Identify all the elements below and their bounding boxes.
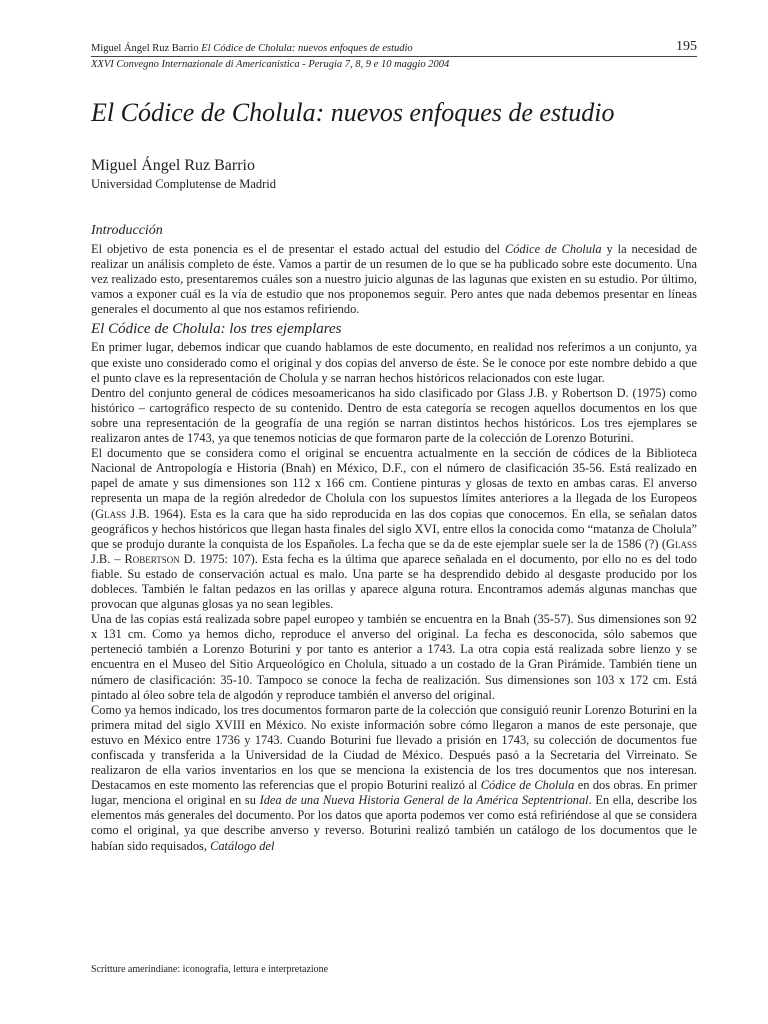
running-header	[91, 39, 697, 71]
codex-name: Códice de Cholula	[504, 242, 602, 256]
header-author: Miguel Ángel Ruz Barrio	[91, 43, 199, 54]
author-ref-robertson: Robertson	[124, 551, 180, 566]
paragraph-3: El documento que se considera como el original se encuentra actualmente en la sección de códices de la Biblioteca Nacional de Antropología e Historia (Bnah) en México, D.F., con el número de clasificación 35-56. Está realizado en papel de amate y sus dimensiones son 112 x 166 cm. Contiene pinturas y glosas de texto en ambas caras. El anverso representa un mapa de la región alrededor de Cholula con los supuestos límites anteriores a la llegada de los Europeos (Glass J.B. 1964). Esta es la cara que ha sido reproducida en las dos copias que conocemos. En ella, se señalan datos geográficos y hechos históricos que llegan hasta finales del siglo XVI, entre ellos la conocida como “matanza de Cholula” que se produjo durante la conquista de los Españoles. La fecha que se da de este ejemplar suele ser la de 1586 (?) (Glass J.B. – Robertson D. 1975: 107). Esta fecha es la última que aparece señalada en el documento, por ello no es del todo fiable. Su estado de conservación actual es malo. Una parte se ha desprendido debido al desgaste producido por los dobleces. También le faltan pedazos en las orillas y aparece alguna rotura. Encontramos además algunas manchas que provocan que algunas glosas ya no sean legibles.	[91, 446, 697, 612]
paragraph-4: Una de las copias está realizada sobre papel europeo y también se encuentra en la Bnah (35-57). Sus dimensiones son 92 x 131 cm. Como ya hemos dicho, reproduce el anverso del original. La fecha es desconocida, sólo sabemos que perteneció también a Lorenzo Boturini y por tanto es anterior a 1743. La otra copia está realizada sobre lienzo y se encuentra en el Museo del Sitio Arqueológico en Cholula, situado a un costado de la Gran Pirámide. También tiene un número de clasificación: 35-10. Tampoco se conoce la fecha de realización. Sus dimensiones son 103 x 172 cm. Está pintado al óleo sobre tela de algodón y reproduce también el anverso del original.	[91, 612, 697, 702]
paper-body	[91, 222, 697, 854]
section-heading-ejemplares: El Códice de Cholula: los tres ejemplares	[91, 321, 342, 338]
idea-title: Idea de una Nueva Historia General de la América Septentrional	[259, 793, 589, 808]
page-number: 195	[676, 39, 697, 54]
author-name: Miguel Ángel Ruz Barrio	[91, 157, 255, 174]
paragraph-intro: El objetivo de esta ponencia es el de presentar el estado actual del estudio del Códice de Cholula y la necesidad de realizar un análisis completo de éste. Vamos a partir de un resumen de lo que se ha publicado sobre este documento. Una vez realizado esto, presentaremos cuáles son a nuestro juicio algunas de las lagunas que existen en su estudio. Por último, vamos a exponer cuál es la vía de estudio que nos proponemos seguir. Pero antes que nada debemos presentar en líneas generales el documento al que nos estamos refiriendo.	[91, 242, 698, 317]
header-conference: XXVI Convegno Internazionale di Americanistica - Perugia 7, 8, 9 e 10 maggio 2004	[91, 59, 450, 70]
header-title: El Códice de Cholula: nuevos enfoques de estudio	[201, 43, 413, 54]
header-line-1	[91, 39, 697, 57]
section-heading-intro: Introducción	[91, 223, 163, 238]
paper-title: El Códice de Cholula: nuevos enfoques de estudio	[91, 98, 615, 127]
author-ref-glass-2: Glass	[666, 536, 697, 551]
author-affiliation: Universidad Complutense de Madrid	[91, 177, 277, 191]
paragraph-1: En primer lugar, debemos indicar que cuando hablamos de este documento, en realidad nos referimos a un conjunto, ya que existe uno considerado como el original y dos copias del anverso de éste. Se le conoce por este nombre debido a que el punto clave es la representación de Cholula y se narran hechos históricos relacionados con este lugar.	[91, 340, 697, 385]
paragraph-2: Dentro del conjunto general de códices mesoamericanos ha sido clasificado por Glass J.B. y Robertson D. (1975) como histórico – cartográfico respecto de su contenido. Dentro de esta categoría se recogen aquellos documentos en los que sobre una representación de la geografía de una región se narran distintos hechos históricos. Los tres ejemplares se realizaron antes de 1743, ya que tenemos noticias de que formaron parte de la colección de Lorenzo Boturini.	[91, 385, 697, 446]
catalogo-title: Catálogo del	[210, 838, 275, 853]
paragraph-5: Como ya hemos indicado, los tres documentos formaron parte de la colección que consiguió reunir Lorenzo Boturini en la primera mitad del siglo XVIII en México. No existe información sobre cómo llegaron a manos de este personaje, que estuvo en México entre 1736 y 1743. Cuando Boturini fue llevado a prisión en 1743, su colección de documentos fue confiscada y transferida a la Universidad de la Ciudad de México. Después pasó a la Secretaria del Virreinato. Se realizaron de ella varios inventarios en los que se menciona la existencia de los tres documentos que nos interesan. Destacamos en este momento las referencias que el propio Boturini realizó al Códice de Cholula en dos obras. En primer lugar, menciona el original en su Idea de una Nueva Historia General de la América Septentrional. En ella, describe los elementos más generales del documento. Por los datos que aporta podemos ver como está refiriéndose al que se considera como el original, ya que describe anverso y reverso. Boturini realizó también un catálogo de los documentos que le habían sido requisados, Catálogo del	[91, 702, 697, 853]
author-ref-glass: Glass	[95, 506, 127, 521]
codex-name-2: Códice de Cholula	[480, 778, 575, 793]
page-footer: Scritture amerindiane: iconografia, lettura e interpretazione	[91, 964, 329, 975]
